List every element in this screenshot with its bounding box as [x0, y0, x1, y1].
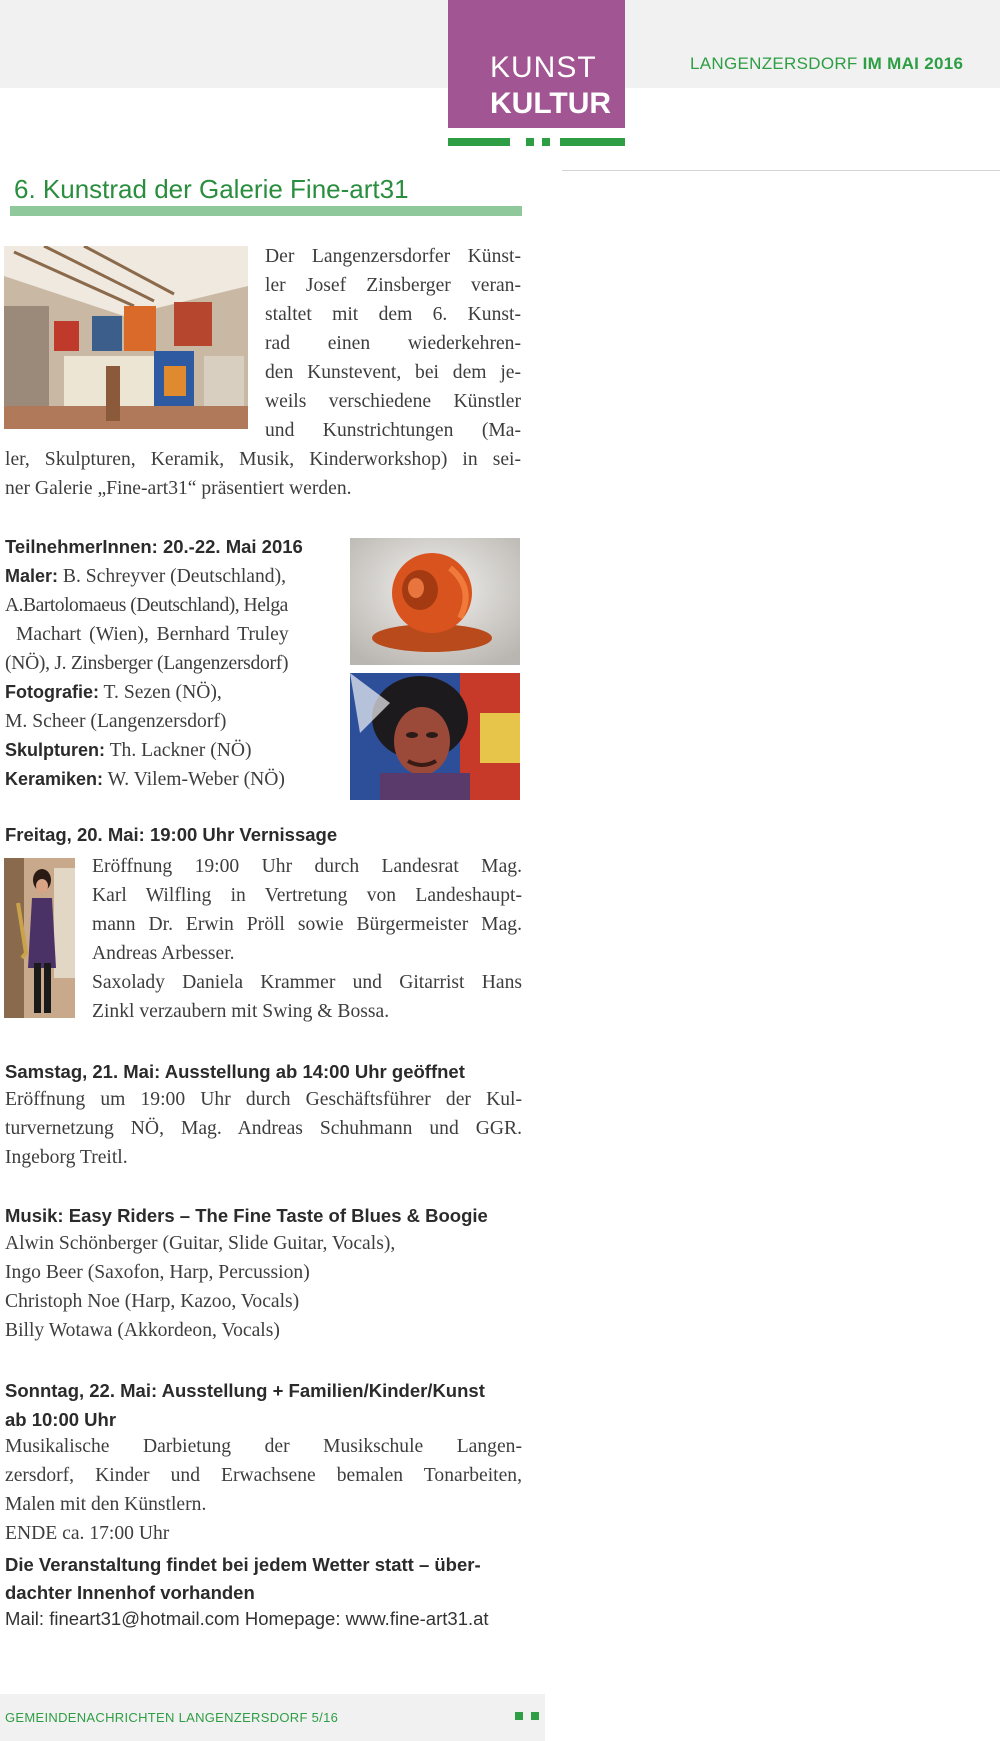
- musician-line: Alwin Schönberger (Guitar, Slide Guitar, Vocals),: [5, 1233, 396, 1254]
- contact-line: Mail: fineart31@hotmail.com Homepage: www.fine-art31.at: [5, 1608, 489, 1629]
- music-heading: Musik: Easy Riders – The Fine Taste of Blues & Boogie: [5, 1205, 488, 1226]
- intro-line: ler Josef Zinsberger veran-: [265, 275, 521, 296]
- sunday-text: [5, 1432, 522, 1548]
- intro-line: Der Langenzersdorfer Künst-: [265, 246, 521, 267]
- participants-heading: TeilnehmerInnen: 20.-22. Mai 2016: [5, 536, 303, 557]
- weather-notice: Die Veranstaltung findet bei jedem Wetter statt – über-: [5, 1554, 481, 1575]
- fotografie-line: M. Scheer (Langenzersdorf): [5, 711, 227, 732]
- issue-place: LANGENZERSDORF: [690, 54, 858, 73]
- friday-line: mann Dr. Erwin Pröll sowie Bürgermeister Mag.: [92, 914, 522, 935]
- section-label-line1: KUNST: [490, 51, 597, 84]
- skulpturen-label: Skulpturen:: [5, 740, 106, 760]
- keramiken-value: W. Vilem-Weber (NÖ): [107, 769, 285, 790]
- maler-label: Maler:: [5, 566, 59, 586]
- musician-line: Ingo Beer (Saxofon, Harp, Percussion): [5, 1262, 310, 1283]
- skulpturen-value: Th. Lackner (NÖ): [109, 740, 252, 761]
- music-lineup: [5, 1229, 522, 1345]
- divider: [562, 170, 1000, 171]
- intro-line: staltet mit dem 6. Kunst-: [265, 304, 521, 325]
- participants-list: [5, 562, 335, 794]
- friday-line: Karl Wilfling in Vertretung von Landeshaupt-: [92, 885, 522, 906]
- article-title: 6. Kunstrad der Galerie Fine-art31: [14, 174, 409, 204]
- footer-marker: [531, 1712, 539, 1720]
- musician-line: Christoph Noe (Harp, Kazoo, Vocals): [5, 1291, 300, 1312]
- friday-line: Eröffnung 19:00 Uhr durch Landesrat Mag.: [92, 856, 522, 877]
- sunday-line: ENDE ca. 17:00 Uhr: [5, 1523, 170, 1544]
- musician-line: Billy Wotawa (Akkordeon, Vocals): [5, 1320, 280, 1341]
- sunday-line: Musikalische Darbietung der Musikschule Langen-: [5, 1436, 522, 1457]
- section-label-box: [448, 0, 625, 128]
- sculpture-photo: [350, 538, 520, 665]
- saturday-line: Ingeborg Treitl.: [5, 1147, 128, 1168]
- friday-line: Zinkl verzaubern mit Swing & Bossa.: [92, 1001, 390, 1022]
- intro-line: weils verschiedene Künstler: [265, 391, 521, 412]
- saturday-heading: Samstag, 21. Mai: Ausstellung ab 14:00 Uhr geöffnet: [5, 1061, 465, 1082]
- friday-text: [92, 852, 522, 1026]
- saturday-text: [5, 1085, 522, 1172]
- maler-value: B. Schreyver (Deutschland),: [62, 566, 287, 587]
- intro-paragraph: [5, 242, 521, 503]
- section-bars: [448, 138, 625, 146]
- sunday-line: Malen mit den Künstlern.: [5, 1494, 207, 1515]
- section-label-line2: KULTUR: [490, 87, 612, 120]
- friday-line: Andreas Arbesser.: [92, 943, 235, 964]
- footer-marker: [515, 1712, 523, 1720]
- intro-line: und Kunstrichtungen (Ma-: [265, 420, 521, 441]
- saxolady-photo: [4, 858, 75, 1018]
- sunday-heading: Sonntag, 22. Mai: Ausstellung + Familien/Kinder/Kunst: [5, 1380, 485, 1401]
- maler-line: (NÖ), J. Zinsberger (Langenzersdorf): [5, 653, 289, 674]
- saturday-line: turvernetzung NÖ, Mag. Andreas Schuhmann und GGR.: [5, 1118, 522, 1139]
- intro-line: den Kunstevent, bei dem je-: [265, 362, 521, 383]
- issue-header: [690, 54, 1000, 74]
- maler-line: Machart (Wien), Bernhard Truley: [16, 624, 289, 645]
- maler-line: A.Bartolomaeus (Deutschland), Helga: [5, 595, 288, 616]
- title-underline: [10, 206, 522, 216]
- issue-date: IM MAI 2016: [862, 54, 964, 73]
- sunday-heading-time: ab 10:00 Uhr: [5, 1409, 117, 1430]
- intro-line: ner Galerie „Fine-art31“ präsentiert werden.: [5, 478, 352, 499]
- friday-line: Saxolady Daniela Krammer und Gitarrist Hans: [92, 972, 522, 993]
- portrait-painting: [350, 673, 520, 800]
- intro-line: rad einen wiederkehren-: [265, 333, 521, 354]
- saturday-line: Eröffnung um 19:00 Uhr durch Geschäftsführer der Kul-: [5, 1089, 522, 1110]
- fotografie-label: Fotografie:: [5, 682, 99, 702]
- footer-text: GEMEINDENACHRICHTEN LANGENZERSDORF 5/16: [5, 1710, 339, 1725]
- keramiken-label: Keramiken:: [5, 769, 104, 789]
- friday-heading: Freitag, 20. Mai: 19:00 Uhr Vernissage: [5, 824, 338, 845]
- sunday-line: zersdorf, Kinder und Erwachsene bemalen Tonarbeiten,: [5, 1465, 522, 1486]
- intro-line: ler, Skulpturen, Keramik, Musik, Kinderworkshop) in sei-: [5, 449, 521, 470]
- weather-notice-line2: dachter Innenhof vorhanden: [5, 1582, 255, 1603]
- fotografie-value: T. Sezen (NÖ),: [103, 682, 222, 703]
